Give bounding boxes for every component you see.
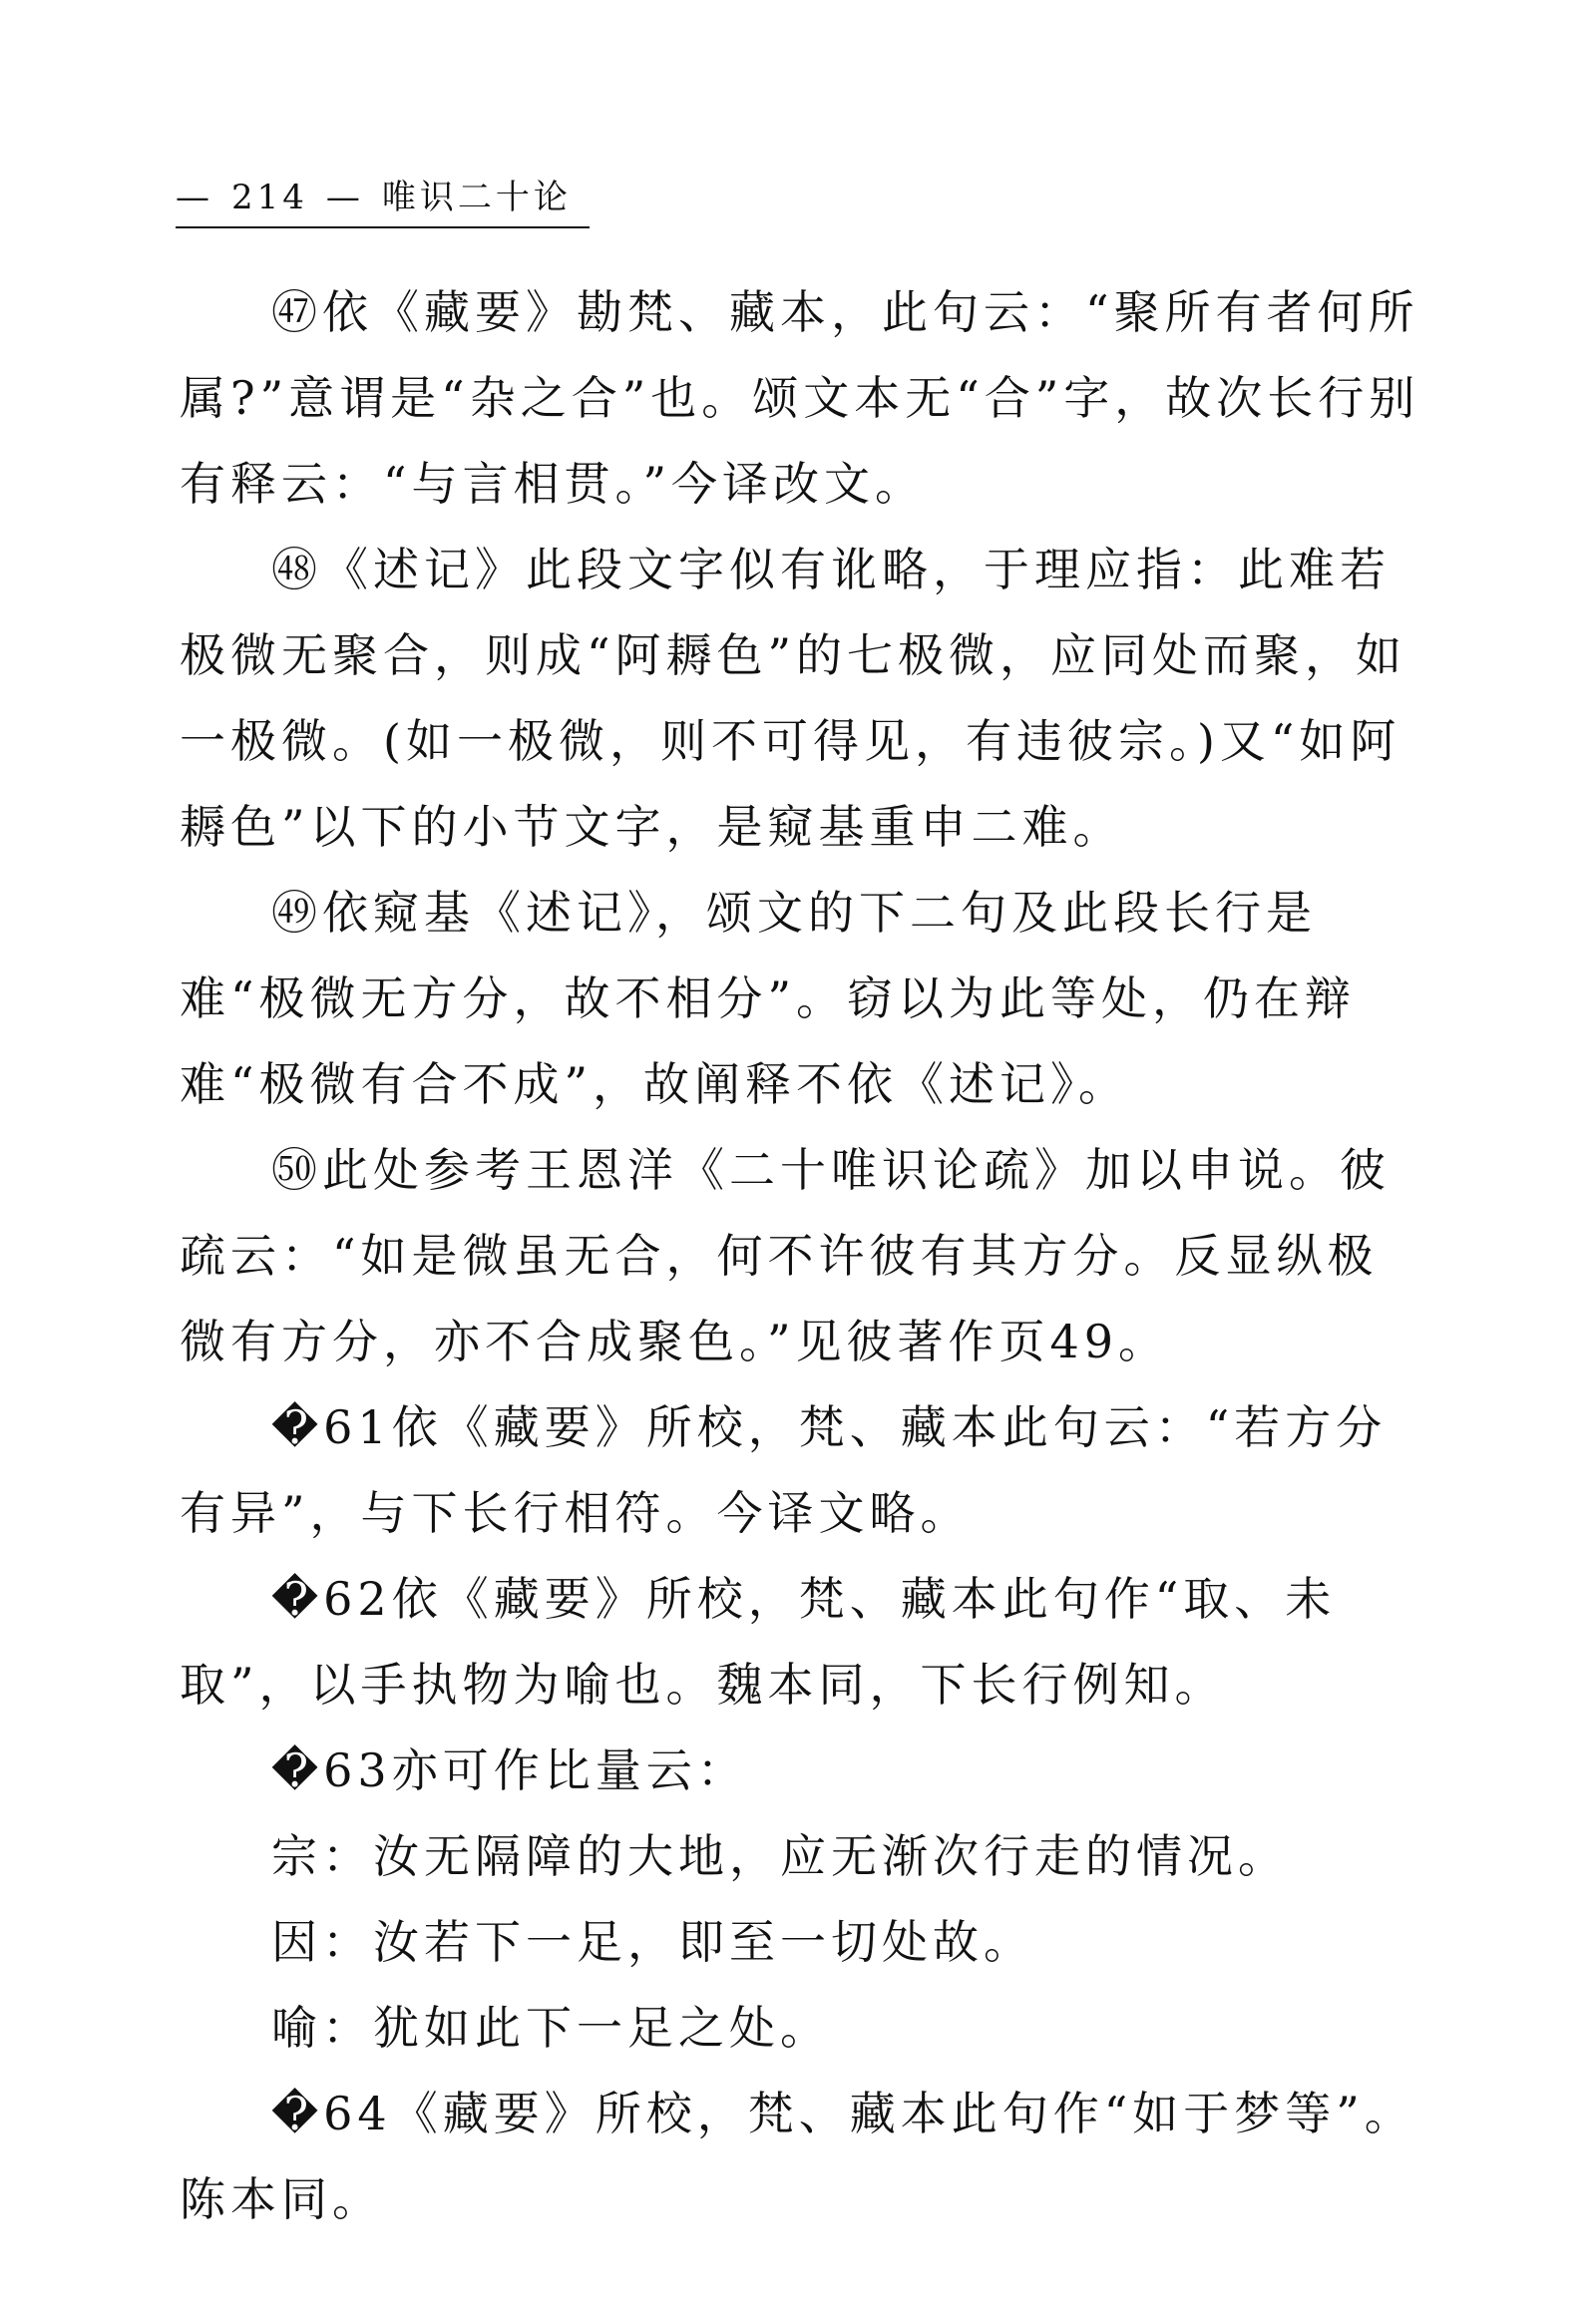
note-59: ㊾依窥基《述记》，颂文的下二句及此段长行是难“极微无方分，故不相分”。窃以为此等处，仍在辩难“极微有合不成”，故阐释不依《述记》。 [180, 886, 1357, 1111]
syllogism-example: 喻：犹如此下一足之处。 [271, 2001, 831, 2055]
syllogism-reason: 因：汝若下一足，即至一切处故。 [271, 1915, 1034, 1969]
note-60: ㊿此处参考王恩洋《二十唯识论疏》加以申说。彼疏云：“如是微虽无合，何不许彼有其方分。反显纵极微有方分，亦不合成聚色。”见彼著作页49。 [180, 1143, 1391, 1368]
note-61: �61依《藏要》所校，梵、藏本此句云：“若方分有异”，与下长行相符。今译文略。 [180, 1400, 1388, 1540]
note-62: �62依《藏要》所校，梵、藏本此句作“取、未取”，以手执物为喻也。魏本同，下长行例知。 [180, 1572, 1337, 1712]
book-title: 唯识二十论 [381, 178, 572, 217]
notes-body [180, 269, 1426, 2242]
syllogism-thesis: 宗：汝无隔障的大地，应无渐次行走的情况。 [271, 1829, 1289, 1883]
note-58: ㊽《述记》此段文字似有讹略，于理应指：此难若极微无聚合，则成“阿耨色”的七极微，应同处而聚，如一极微。(如一极微，则不可得见，有违彼宗。)又“如阿耨色”以下的小节文字，是窥基重申二难。 [180, 543, 1407, 854]
note-57: ㊼依《藏要》勘梵、藏本，此句云：“聚所有者何所属?”意谓是“杂之合”也。颂文本无“合”字，故次长行别有释云：“与言相贯。”今译改文。 [180, 285, 1420, 511]
note-64: �64《藏要》所校，梵、藏本此句作“如于梦等”。陈本同。 [180, 2087, 1415, 2226]
page-number: 214 [231, 178, 308, 217]
header-dash-left: — [176, 178, 213, 217]
running-header [176, 170, 590, 228]
header-dash-right: — [325, 178, 364, 217]
note-63: �63亦可作比量云： [271, 1743, 748, 1797]
